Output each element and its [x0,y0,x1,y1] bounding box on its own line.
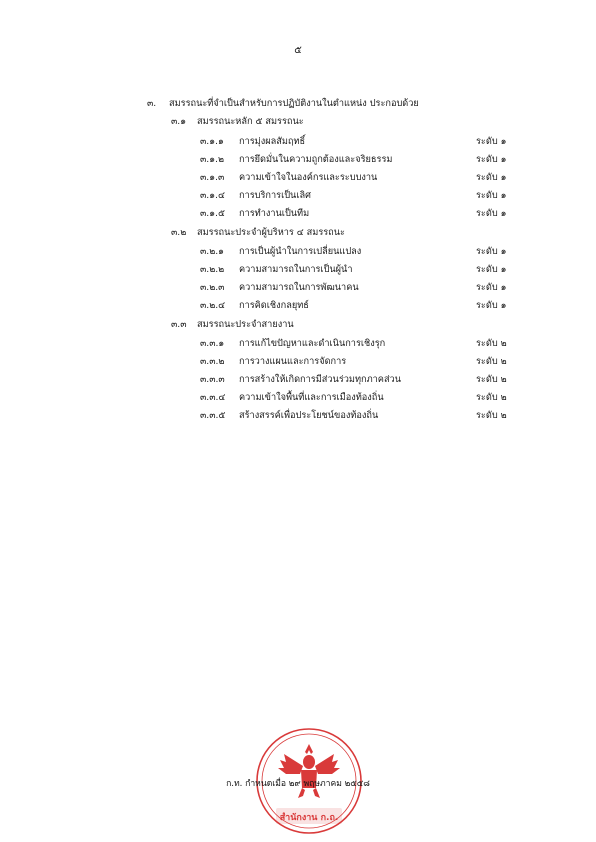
item-number: ๓.๑.๒ [200,154,225,165]
item-number: ๓.๑.๓ [200,172,225,183]
item-level: ระดับ ๑ [476,136,507,147]
list-item [200,153,500,167]
item-level: ระดับ ๑ [476,246,507,257]
list-item [200,189,500,203]
item-level: ระดับ ๒ [476,374,507,385]
list-item [200,391,500,405]
item-text: สร้างสรรค์เพื่อประโยชน์ของท้องถิ่น [239,410,379,421]
item-level: ระดับ ๒ [476,392,507,403]
item-number: ๓.๑.๔ [200,190,225,201]
item-number: ๓.๑.๑ [200,136,224,147]
item-number: ๓.๓.๒ [200,356,225,367]
item-level: ระดับ ๑ [476,190,507,201]
item-number: ๓.๓.๓ [200,374,225,385]
item-number: ๓.๑.๕ [200,208,225,219]
item-text: การมุ่งผลสัมฤทธิ์ [239,136,306,147]
seal-text: สำนักงาน ก.ถ. [279,813,339,823]
item-number: ๓.๒.๒ [200,264,225,275]
item-number: ๓.๓.๔ [200,392,226,403]
item-level: ระดับ ๒ [476,410,507,421]
group-number: ๓.๒ [171,227,187,238]
item-text: การยึดมั่นในความถูกต้องและจริยธรรม [239,154,393,165]
item-number: ๓.๓.๑ [200,338,225,349]
group-number: ๓.๑ [171,116,187,127]
item-level: ระดับ ๒ [476,338,507,349]
item-text: ความเข้าใจพื้นที่และการเมืองท้องถิ่น [239,392,384,403]
item-level: ระดับ ๑ [476,172,507,183]
group-number: ๓.๓ [171,319,187,330]
item-level: ระดับ ๑ [476,208,507,219]
list-item [200,245,500,259]
page-number: ๕ [294,45,302,56]
item-level: ระดับ ๒ [476,356,507,367]
group-title: สมรรถนะหลัก ๕ สมรรถนะ [197,116,304,127]
list-item [200,263,500,277]
list-item [200,355,500,369]
item-number: ๓.๒.๓ [200,282,225,293]
item-text: ความเข้าใจในองค์กรและระบบงาน [239,172,378,183]
item-text: การเป็นผู้นำในการเปลี่ยนแปลง [239,246,362,257]
item-number: ๓.๒.๑ [200,246,225,257]
item-level: ระดับ ๑ [476,282,507,293]
group-title: สมรรถนะประจำสายงาน [197,319,294,330]
list-item [200,281,500,295]
item-text: การสร้างให้เกิดการมีส่วนร่วมทุกภาคส่วน [239,374,401,385]
list-item [200,207,500,221]
section-number: ๓. [147,98,157,109]
footer-note: ก.ท. กำหนดเมื่อ ๒๙ พฤษภาคม ๒๕๕๘ [226,779,370,789]
item-text: การบริการเป็นเลิศ [239,190,311,201]
section-title: สมรรถนะที่จำเป็นสำหรับการปฏิบัติงานในตำแหน่ง ประกอบด้วย [169,98,419,109]
item-text: การคิดเชิงกลยุทธ์ [239,300,309,311]
item-text: ความสามารถในการเป็นผู้นำ [239,264,353,275]
item-level: ระดับ ๑ [476,264,507,275]
list-item [200,299,500,313]
item-text: การวางแผนและการจัดการ [239,356,347,367]
list-item [200,337,500,351]
list-item [200,135,500,149]
item-text: ความสามารถในการพัฒนาคน [239,282,359,293]
item-level: ระดับ ๑ [476,300,507,311]
item-text: การแก้ไขปัญหาและดำเนินการเชิงรุก [239,338,386,349]
list-item [200,171,500,185]
item-number: ๓.๒.๔ [200,300,226,311]
item-number: ๓.๓.๕ [200,410,226,421]
group-title: สมรรถนะประจำผู้บริหาร ๔ สมรรถนะ [197,227,345,238]
list-item [200,373,500,387]
item-text: การทำงานเป็นทีม [239,208,310,219]
list-item [200,409,500,423]
item-level: ระดับ ๑ [476,154,507,165]
